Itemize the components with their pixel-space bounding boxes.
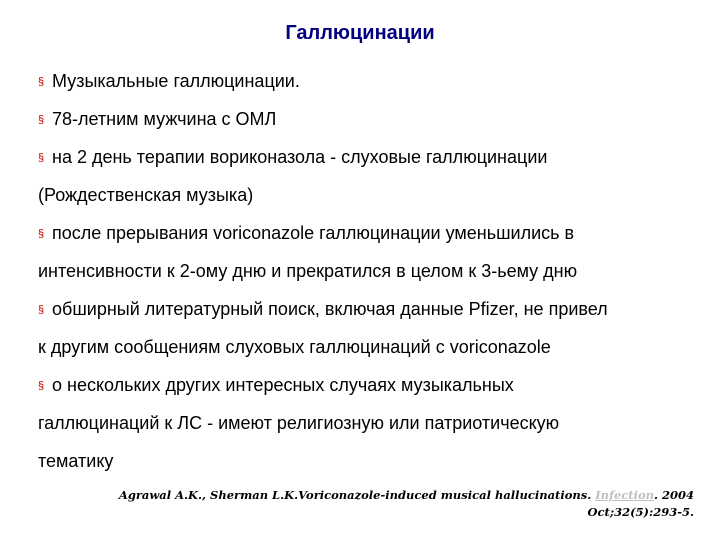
continuation-line	[38, 442, 698, 480]
bullet-icon: §	[38, 76, 45, 88]
bullet-line	[38, 214, 698, 252]
continuation-line	[38, 252, 698, 290]
line-text: Музыкальные галлюцинации.	[52, 71, 300, 91]
citation-authors-title: Agrawal A.K., Sherman L.K.Voriconazole-induced musical hallucinations.	[118, 488, 592, 502]
bullet-line	[38, 100, 698, 138]
citation-year: . 2004	[653, 488, 694, 502]
continuation-line	[38, 328, 698, 366]
bullet-icon: §	[38, 152, 45, 164]
line-text: 78-летним мужчина с ОМЛ	[52, 109, 277, 129]
bullet-line	[38, 138, 698, 176]
line-text: обширный литературный поиск, включая данные Pfizer, не привел	[52, 299, 608, 319]
bullet-list	[38, 62, 698, 480]
bullet-icon: §	[38, 114, 45, 126]
line-text: после прерывания voriconazole галлюцинации уменьшились в	[52, 223, 575, 243]
line-text: о нескольких других интересных случаях музыкальных	[52, 375, 514, 395]
bullet-line	[38, 366, 698, 404]
bullet-line	[38, 62, 698, 100]
citation-journal-link[interactable]: Infection	[595, 488, 654, 502]
citation-details: Oct;32(5):293-5.	[587, 505, 694, 519]
line-text: тематику	[38, 451, 114, 471]
bullet-icon: §	[38, 380, 45, 392]
continuation-line	[38, 404, 698, 442]
bullet-icon: §	[38, 304, 45, 316]
bullet-line	[38, 290, 698, 328]
continuation-line	[38, 176, 698, 214]
line-text: (Рождественская музыка)	[38, 185, 254, 205]
line-text: интенсивности к 2-ому дню и прекратился в целом к 3-ьему дню	[38, 261, 578, 281]
slide-title: Галлюцинации	[285, 22, 435, 44]
line-text: на 2 день терапии вориконазола - слуховые галлюцинации	[52, 147, 548, 167]
citation	[94, 487, 694, 521]
bullet-icon: §	[38, 228, 45, 240]
line-text: галлюцинаций к ЛС - имеют религиозную или патриотическую	[38, 413, 560, 433]
line-text: к другим сообщениям слуховых галлюцинаций с voriconazole	[38, 337, 551, 357]
